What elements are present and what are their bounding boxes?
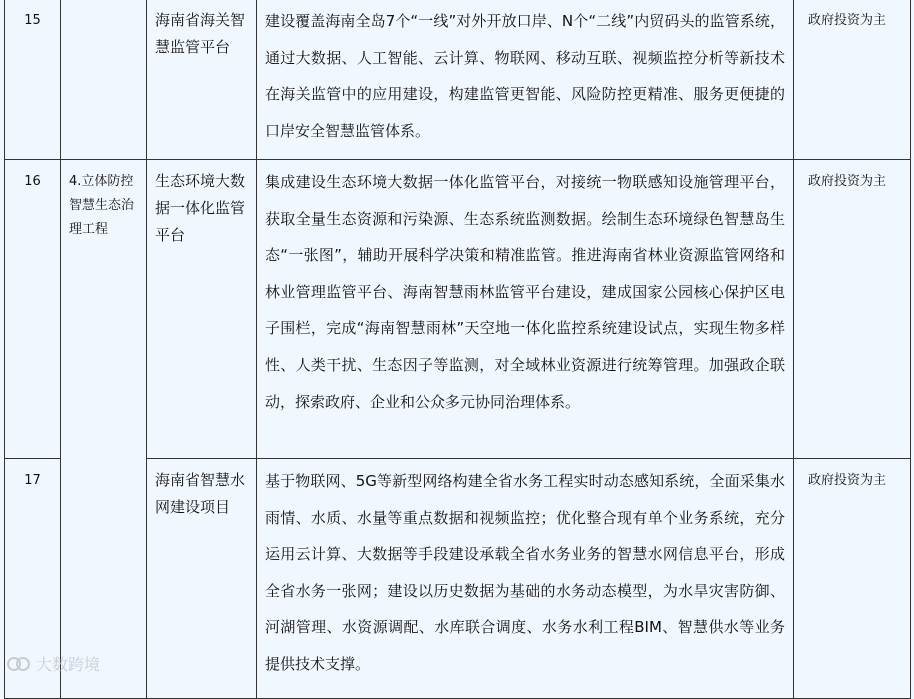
project-table <box>4 0 911 699</box>
funding-source: 政府投资为主 <box>794 160 911 459</box>
category-cell <box>61 0 147 160</box>
funding-source: 政府投资为主 <box>794 0 911 160</box>
project-description: 基于物联网、5G等新型网络构建全省水务工程实时动态感知系统，全面采集水雨情、水质、水量等重点数据和视频监控；优化整合现有单个业务系统，充分运用云计算、大数据等手段建设承载全省水务业务的智慧水网信息平台，形成全省水务一张网；建设以历史数据为基础的水务动态模型，为水旱灾害防御、河湖管理、水资源调配、水库联合调度、水务水利工程BIM、智慧供水等业务提供技术支撑。 <box>257 459 794 699</box>
category-cell: 4.立体防控智慧生态治理工程 <box>61 160 147 699</box>
table-row <box>5 160 911 459</box>
row-number: 17 <box>5 459 61 699</box>
table-row <box>5 0 911 160</box>
row-number: 16 <box>5 160 61 459</box>
project-description: 集成建设生态环境大数据一体化监管平台，对接统一物联感知设施管理平台，获取全量生态资源和污染源、生态系统监测数据。绘制生态环境绿色智慧岛生态“一张图”，辅助开展科学决策和精准监管。推进海南省林业资源监管网络和林业管理监管平台、海南智慧雨林监管平台建设，建成国家公园核心保护区电子围栏，完成“海南智慧雨林”天空地一体化监控系统建设试点，实现生物多样性、人类干扰、生态因子等监测，对全域林业资源进行统筹管理。加强政企联动，探索政府、企业和公众多元协同治理体系。 <box>257 160 794 459</box>
row-number: 15 <box>5 0 61 160</box>
project-name: 海南省智慧水网建设项目 <box>147 459 257 699</box>
funding-source: 政府投资为主 <box>794 459 911 699</box>
project-description: 建设覆盖海南全岛7个“一线”对外开放口岸、N个“二线”内贸码头的监管系统，通过大数据、人工智能、云计算、物联网、移动互联、视频监控分析等新技术在海关监管中的应用建设，构建监管更智能、风险防控更精准、服务更便捷的口岸安全智慧监管体系。 <box>257 0 794 160</box>
watermark-text: 大数跨境 <box>36 655 101 674</box>
project-name: 海南省海关智慧监管平台 <box>147 0 257 160</box>
watermark <box>6 652 100 675</box>
project-name: 生态环境大数据一体化监管平台 <box>147 160 257 459</box>
watermark-logo-icon <box>6 655 32 673</box>
